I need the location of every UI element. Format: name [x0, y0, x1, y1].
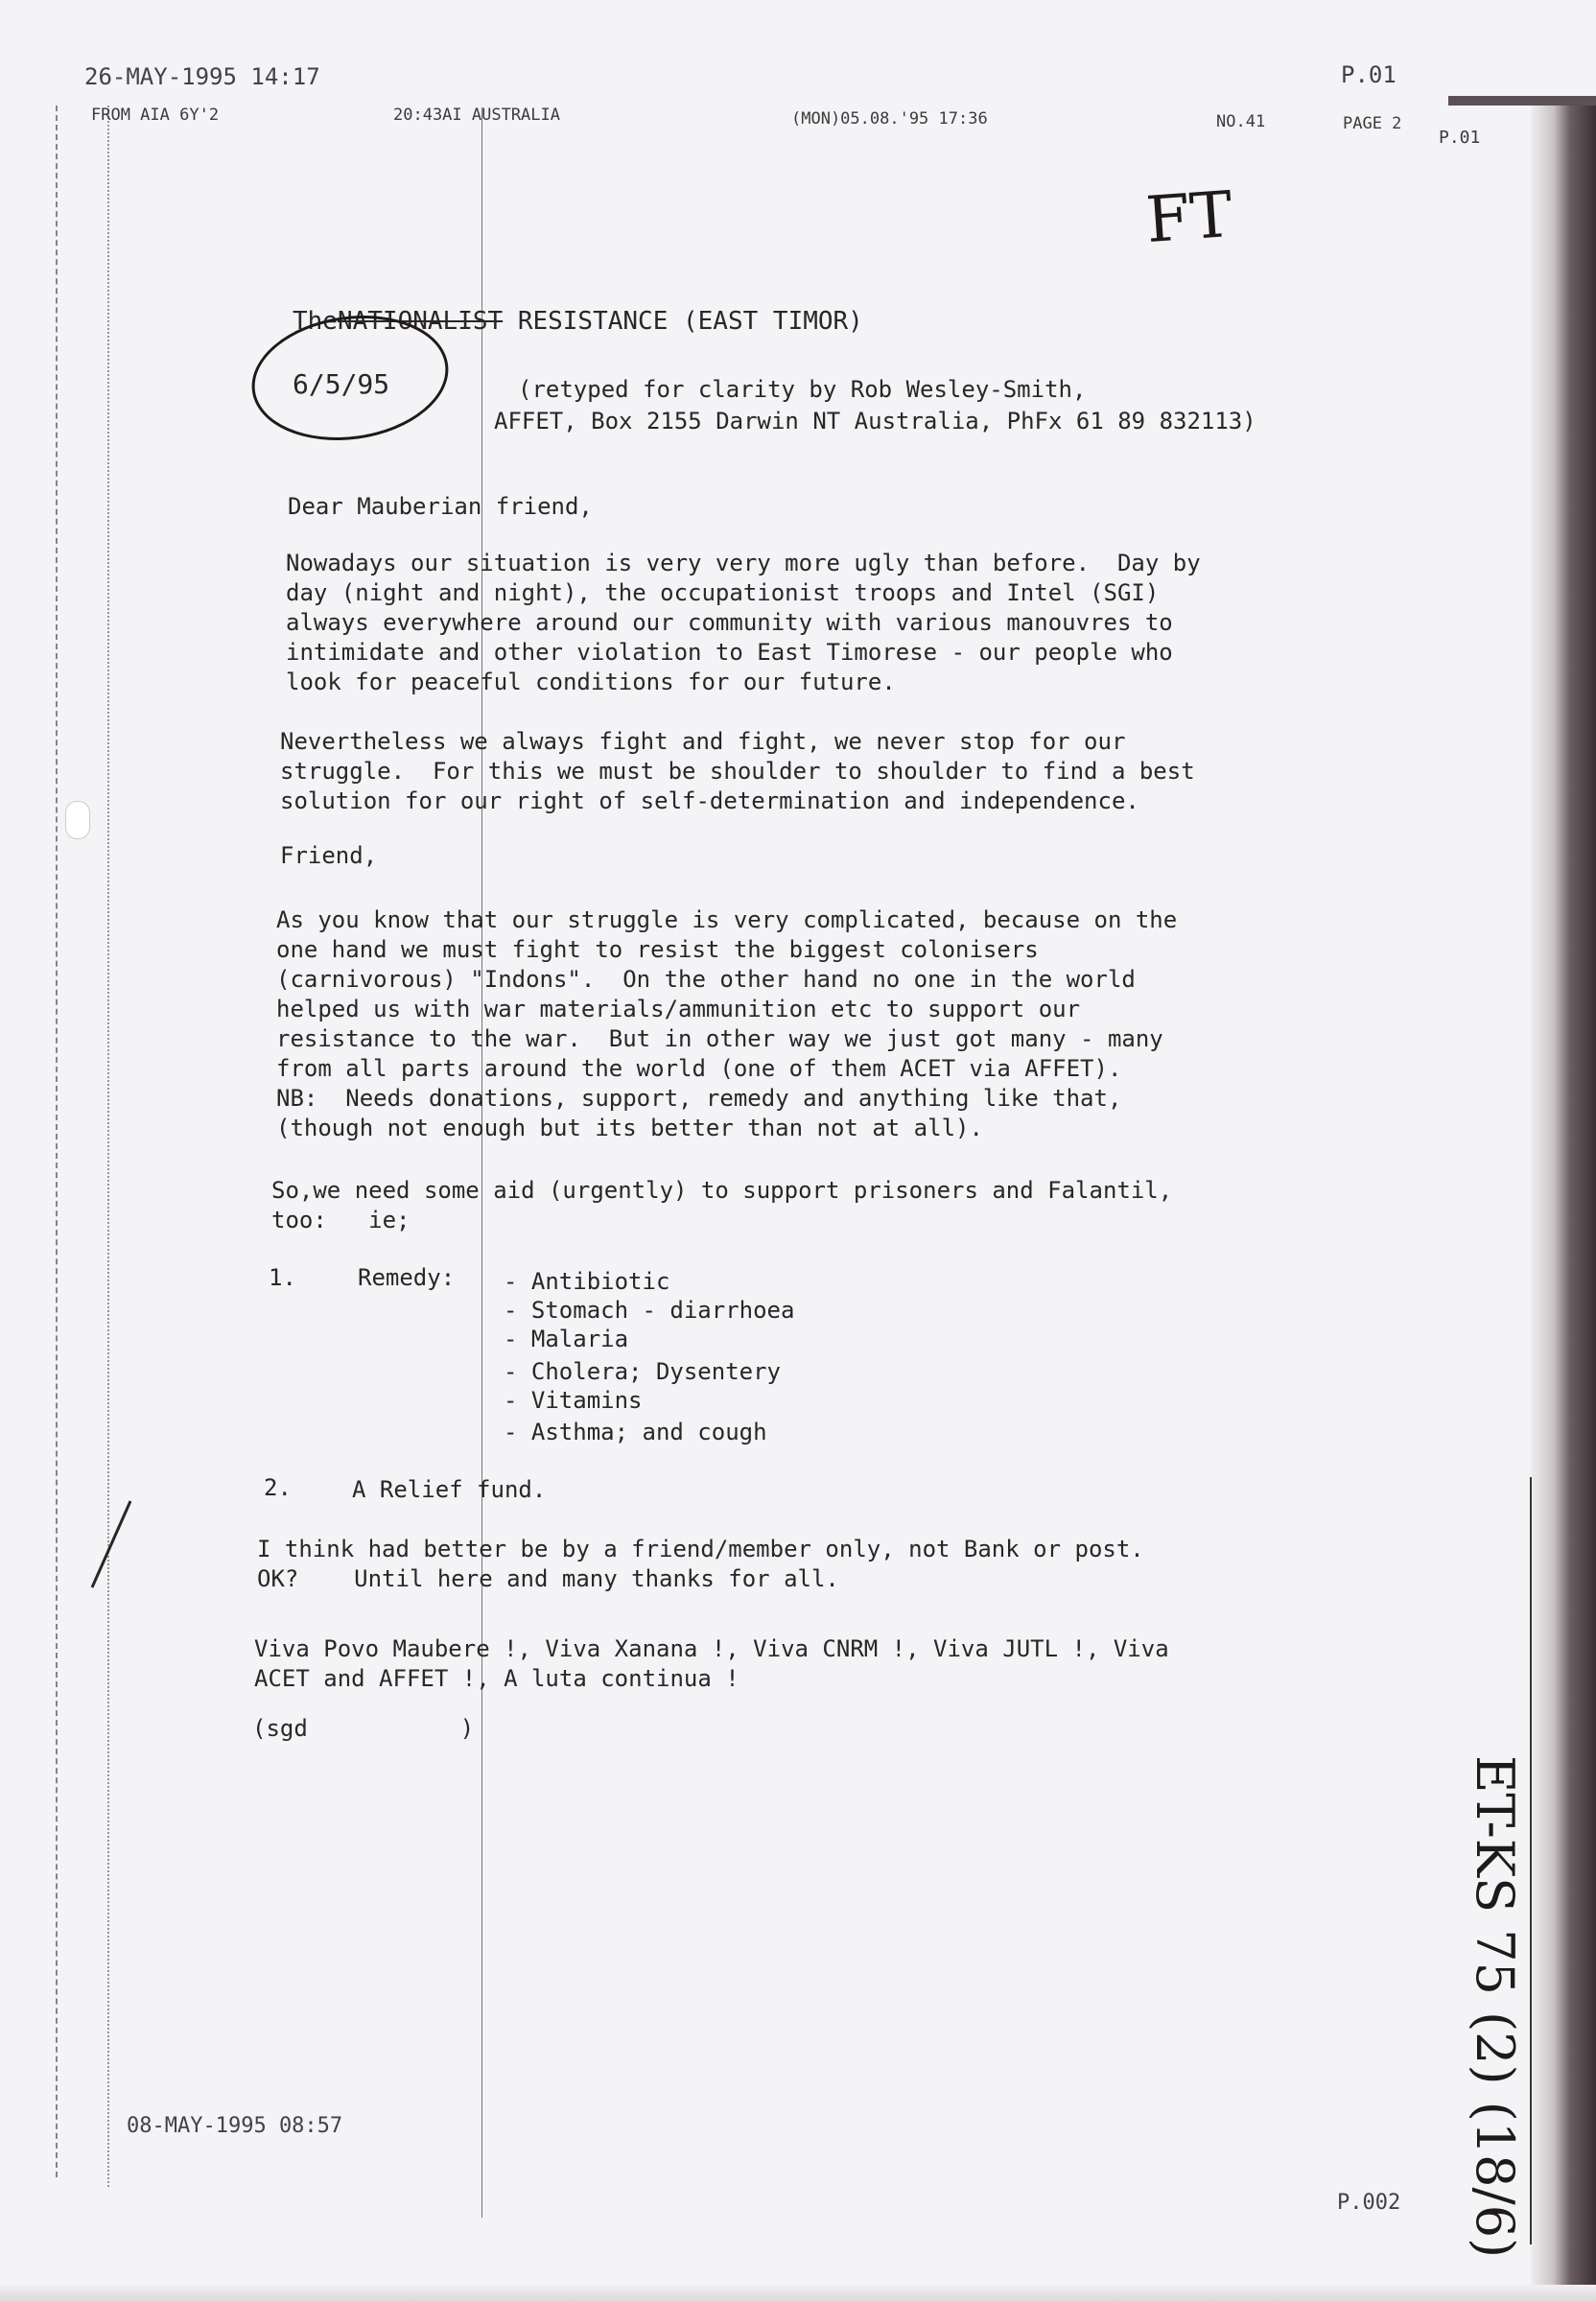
fax-artifact-line [56, 106, 58, 2177]
paragraph-viva: Viva Povo Maubere !, Viva Xanana !, Viva CNRM !, Viva JUTL !, Viva ACET and AFFET !, A luta continua ! [254, 1635, 1169, 1692]
scan-top-edge-shadow [1448, 96, 1596, 106]
remedy-item: - Vitamins [504, 1387, 643, 1414]
paragraph-situation: Nowadays our situation is very very more ugly than before. Day by day (night and night), the occupationist troops and Intel (SGI) always everywhere around our community with various manouvres to intimidate and other violation to East Timorese - our people who look for peaceful conditions for our future. [286, 550, 1201, 695]
remedy-item: - Asthma; and cough [504, 1419, 767, 1445]
list-item-2-label: A Relief fund. [352, 1476, 547, 1503]
paragraph-aid: So,we need some aid (urgently) to support prisoners and Falantil, too: ie; [271, 1177, 1173, 1233]
fax-page2: PAGE 2 [1343, 114, 1402, 133]
list-item-2-number: 2. [264, 1474, 292, 1501]
signature: (sgd ) [252, 1715, 475, 1742]
fax-no-line: NO.41 [1216, 112, 1266, 131]
fax-mon-line: (MON)05.08.'95 17:36 [791, 109, 988, 129]
salutation: Dear Mauberian friend, [288, 493, 593, 520]
remedy-item: - Antibiotic [504, 1268, 670, 1295]
remedy-item: - Malaria [504, 1326, 629, 1352]
retyped-note-line1: (retyped for clarity by Rob Wesley-Smith, [518, 376, 1087, 403]
title-the: The [293, 307, 338, 336]
punch-hole [65, 801, 90, 839]
paragraph-struggle: Nevertheless we always fight and fight, we never stop for our struggle. For this we must be shoulder to shoulder to find a best solution for our right of self-determination and independence. [280, 728, 1195, 814]
title-resistance: RESISTANCE (EAST TIMOR) [517, 307, 863, 336]
margin-tick-mark [82, 1496, 140, 1592]
scan-bottom-edge [0, 2285, 1596, 2302]
list-item-1-number: 1. [269, 1264, 296, 1291]
footer-date-time: 08-MAY-1995 08:57 [127, 2114, 343, 2138]
handwritten-reference: ET-KS 75 (2) (18/6) [1465, 1755, 1525, 2259]
fax-page-p01: P.01 [1439, 128, 1481, 148]
fax-page-number: P.01 [1341, 61, 1396, 88]
document-date: 6/5/95 [293, 368, 390, 400]
fax-artifact-line [107, 106, 109, 2187]
fax-date-time: 26-MAY-1995 14:17 [84, 63, 320, 90]
scan-right-edge-shadow [1531, 96, 1596, 2302]
footer-page-number: P.002 [1337, 2191, 1401, 2215]
paragraph-complicated: As you know that our struggle is very complicated, because on the one hand we must fight to resist the biggest colonisers (carnivorous) "Indons". On the other hand no one in the world helped us with war materials/ammunition etc to support our resistance to the war. But in other way we just got many - many from all parts around the world (one of them ACET via AFFET). NB: Needs donations, support, remedy and anything like that, (though not enough but its better than not at all). [276, 906, 1178, 1141]
paragraph-friend-member: I think had better be by a friend/member only, not Bank or post. OK? Until here and many thanks for all. [257, 1536, 1144, 1592]
retyped-note-line2: AFFET, Box 2155 Darwin NT Australia, PhFx 61 89 832113) [494, 408, 1256, 435]
fax-artifact-line [481, 107, 482, 2218]
fax-from-line: FROM AIA 6Y'2 [91, 106, 220, 125]
remedy-item: - Stomach - diarrhoea [504, 1297, 795, 1324]
remedy-item: - Cholera; Dysentery [504, 1358, 781, 1385]
fax-from-line-right: 20:43AI AUSTRALIA [393, 106, 560, 125]
title-nationalist: NATIONALIST [337, 307, 504, 336]
list-item-1-label: Remedy: [358, 1264, 456, 1291]
handwritten-ft: FT [1143, 176, 1235, 258]
friend-line: Friend, [280, 842, 378, 869]
fax-artifact-line [1530, 1477, 1532, 2244]
